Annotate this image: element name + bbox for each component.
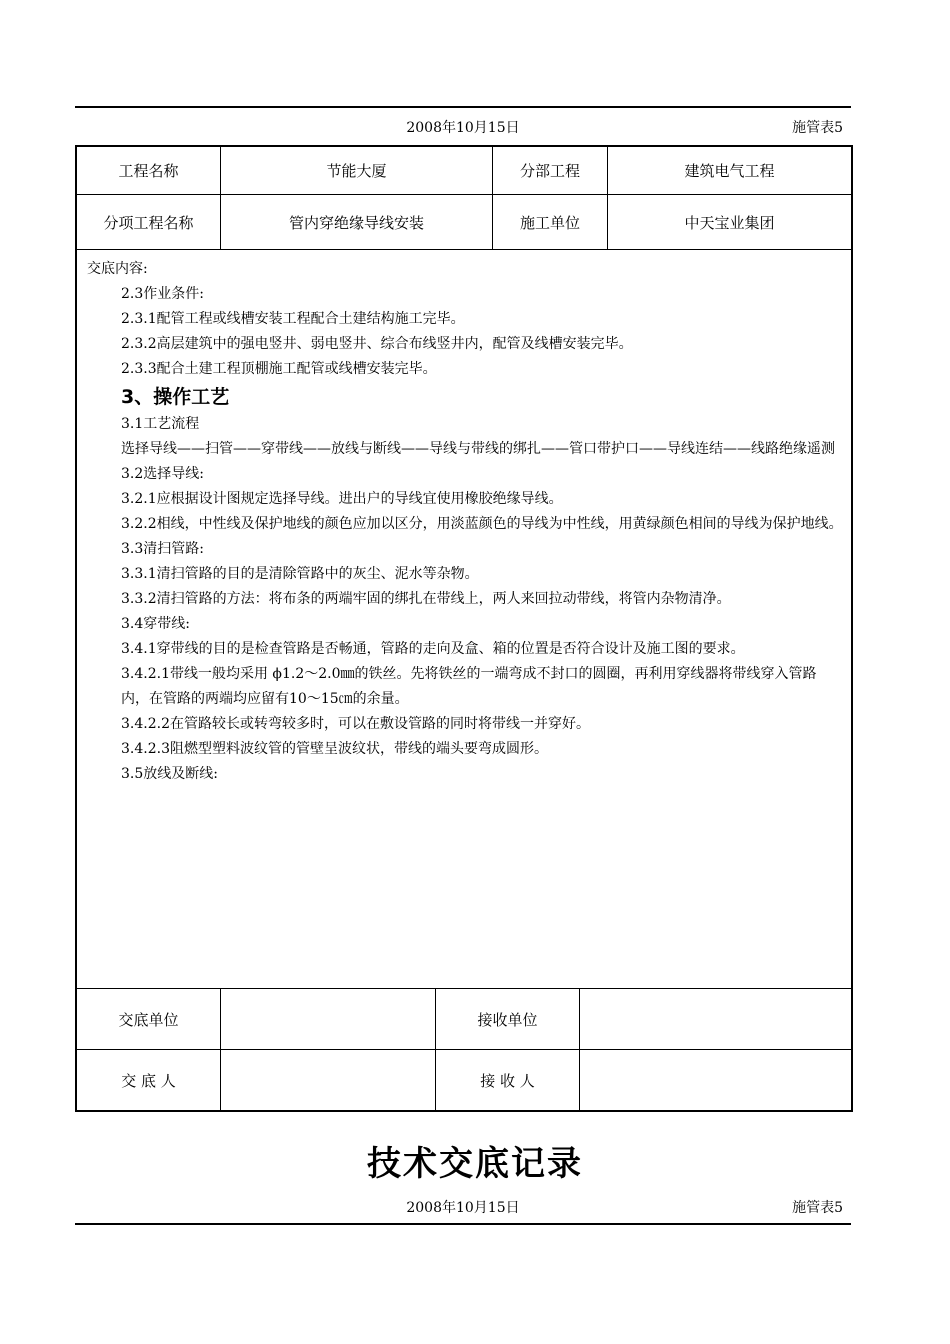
- contractor-value: 中天宝业集团: [684, 213, 775, 232]
- disclosure-form: [75, 145, 853, 1112]
- body-line: 3.4穿带线:: [121, 616, 190, 632]
- content-last-line: 3.5放线及断线:: [121, 766, 218, 782]
- subitem-label: 分项工程名称: [103, 213, 194, 232]
- receiver-label: 接 收 人: [480, 1071, 535, 1090]
- info-bottom-divider: [77, 249, 851, 250]
- disclosure-content: [87, 257, 844, 787]
- header-meta: [75, 117, 851, 139]
- issuer-label: 交 底 人: [121, 1071, 176, 1090]
- division-value: 建筑电气工程: [684, 162, 775, 180]
- content-line: 2.3.1配管工程或线槽安装工程配合土建结构施工完毕。: [121, 311, 465, 327]
- content-line: 2.3作业条件:: [121, 286, 204, 302]
- issuer-field[interactable]: [221, 1050, 435, 1110]
- issuer-unit-field[interactable]: [221, 989, 435, 1049]
- header-form-no: 施管表5: [792, 120, 843, 136]
- receiver-unit-label: 接收单位: [477, 1010, 538, 1029]
- body-line: 3.2.2相线，中性线及保护地线的颜色应加以区分，用淡蓝颜色的导线为中性线，用黄绿颜色相间的导线为保护地线。: [121, 516, 843, 532]
- project-name-value: 节能大厦: [326, 162, 387, 180]
- body-line: 3.4.1穿带线的目的是检查管路是否畅通，管路的走向及盒、箱的位置是否符合设计及施工图的要求。: [121, 641, 745, 657]
- content-line: 2.3.2高层建筑中的强电竖井、弱电竖井、综合布线竖井内，配管及线槽安装完毕。: [121, 336, 633, 352]
- body-line: 3.3.1清扫管路的目的是清除管路中的灰尘、泥水等杂物。: [121, 566, 479, 582]
- project-name-label: 工程名称: [118, 162, 179, 180]
- body-line: 3.2选择导线:: [121, 466, 204, 482]
- receiver-field[interactable]: [580, 1050, 851, 1110]
- content-line: 2.3.3配合土建工程顶棚施工配管或线槽安装完毕。: [121, 361, 437, 377]
- footer-form-no: 施管表5: [792, 1200, 843, 1216]
- contractor-label: 施工单位: [519, 213, 580, 232]
- document-title: 技术交底记录: [367, 1144, 583, 1184]
- receiver-unit-field[interactable]: [580, 989, 851, 1049]
- body-line: 3.4.2.1带线一般均采用 ϕ1.2～2.0㎜的铁丝。先将铁丝的一端弯成不封口的圆圈，再利用穿线器将带线穿入管路内，在管路的两端均应留有10～15㎝的余量。: [121, 666, 817, 707]
- footer-date: 2008年10月15日: [406, 1200, 520, 1216]
- body-line: 3.1工艺流程: [121, 416, 200, 432]
- subitem-value: 管内穿绝缘导线安装: [288, 213, 424, 232]
- content-heading: 交底内容:: [87, 261, 148, 277]
- footer-meta: [75, 1197, 851, 1219]
- body-line: 3.3.2清扫管路的方法：将布条的两端牢固的绑扎在带线上，两人来回拉动带线，将管内杂物清净。: [121, 591, 731, 607]
- body-line: 3.2.1应根据设计图规定选择导线。进出户的导线宜使用橡胶绝缘导线。: [121, 491, 563, 507]
- division-label: 分部工程: [519, 162, 580, 180]
- body-line: 3.3清扫管路:: [121, 541, 204, 557]
- issuer-unit-label: 交底单位: [118, 1010, 179, 1029]
- top-rule: [75, 106, 851, 108]
- header-date: 2008年10月15日: [406, 120, 520, 136]
- section-body: [87, 412, 844, 762]
- body-line: 3.4.2.3阻燃型塑料波纹管的管壁呈波纹状，带线的端头要弯成圆形。: [121, 741, 548, 757]
- body-line: 选择导线——扫管——穿带线——放线与断线——导线与带线的绑扎——管口带护口——导线连结——线路绝缘遥测: [121, 441, 835, 457]
- section-title: 3、操作工艺: [121, 386, 230, 408]
- bottom-rule: [75, 1223, 851, 1225]
- body-line: 3.4.2.2在管路较长或转弯较多时，可以在敷设管路的同时将带线一并穿好。: [121, 716, 590, 732]
